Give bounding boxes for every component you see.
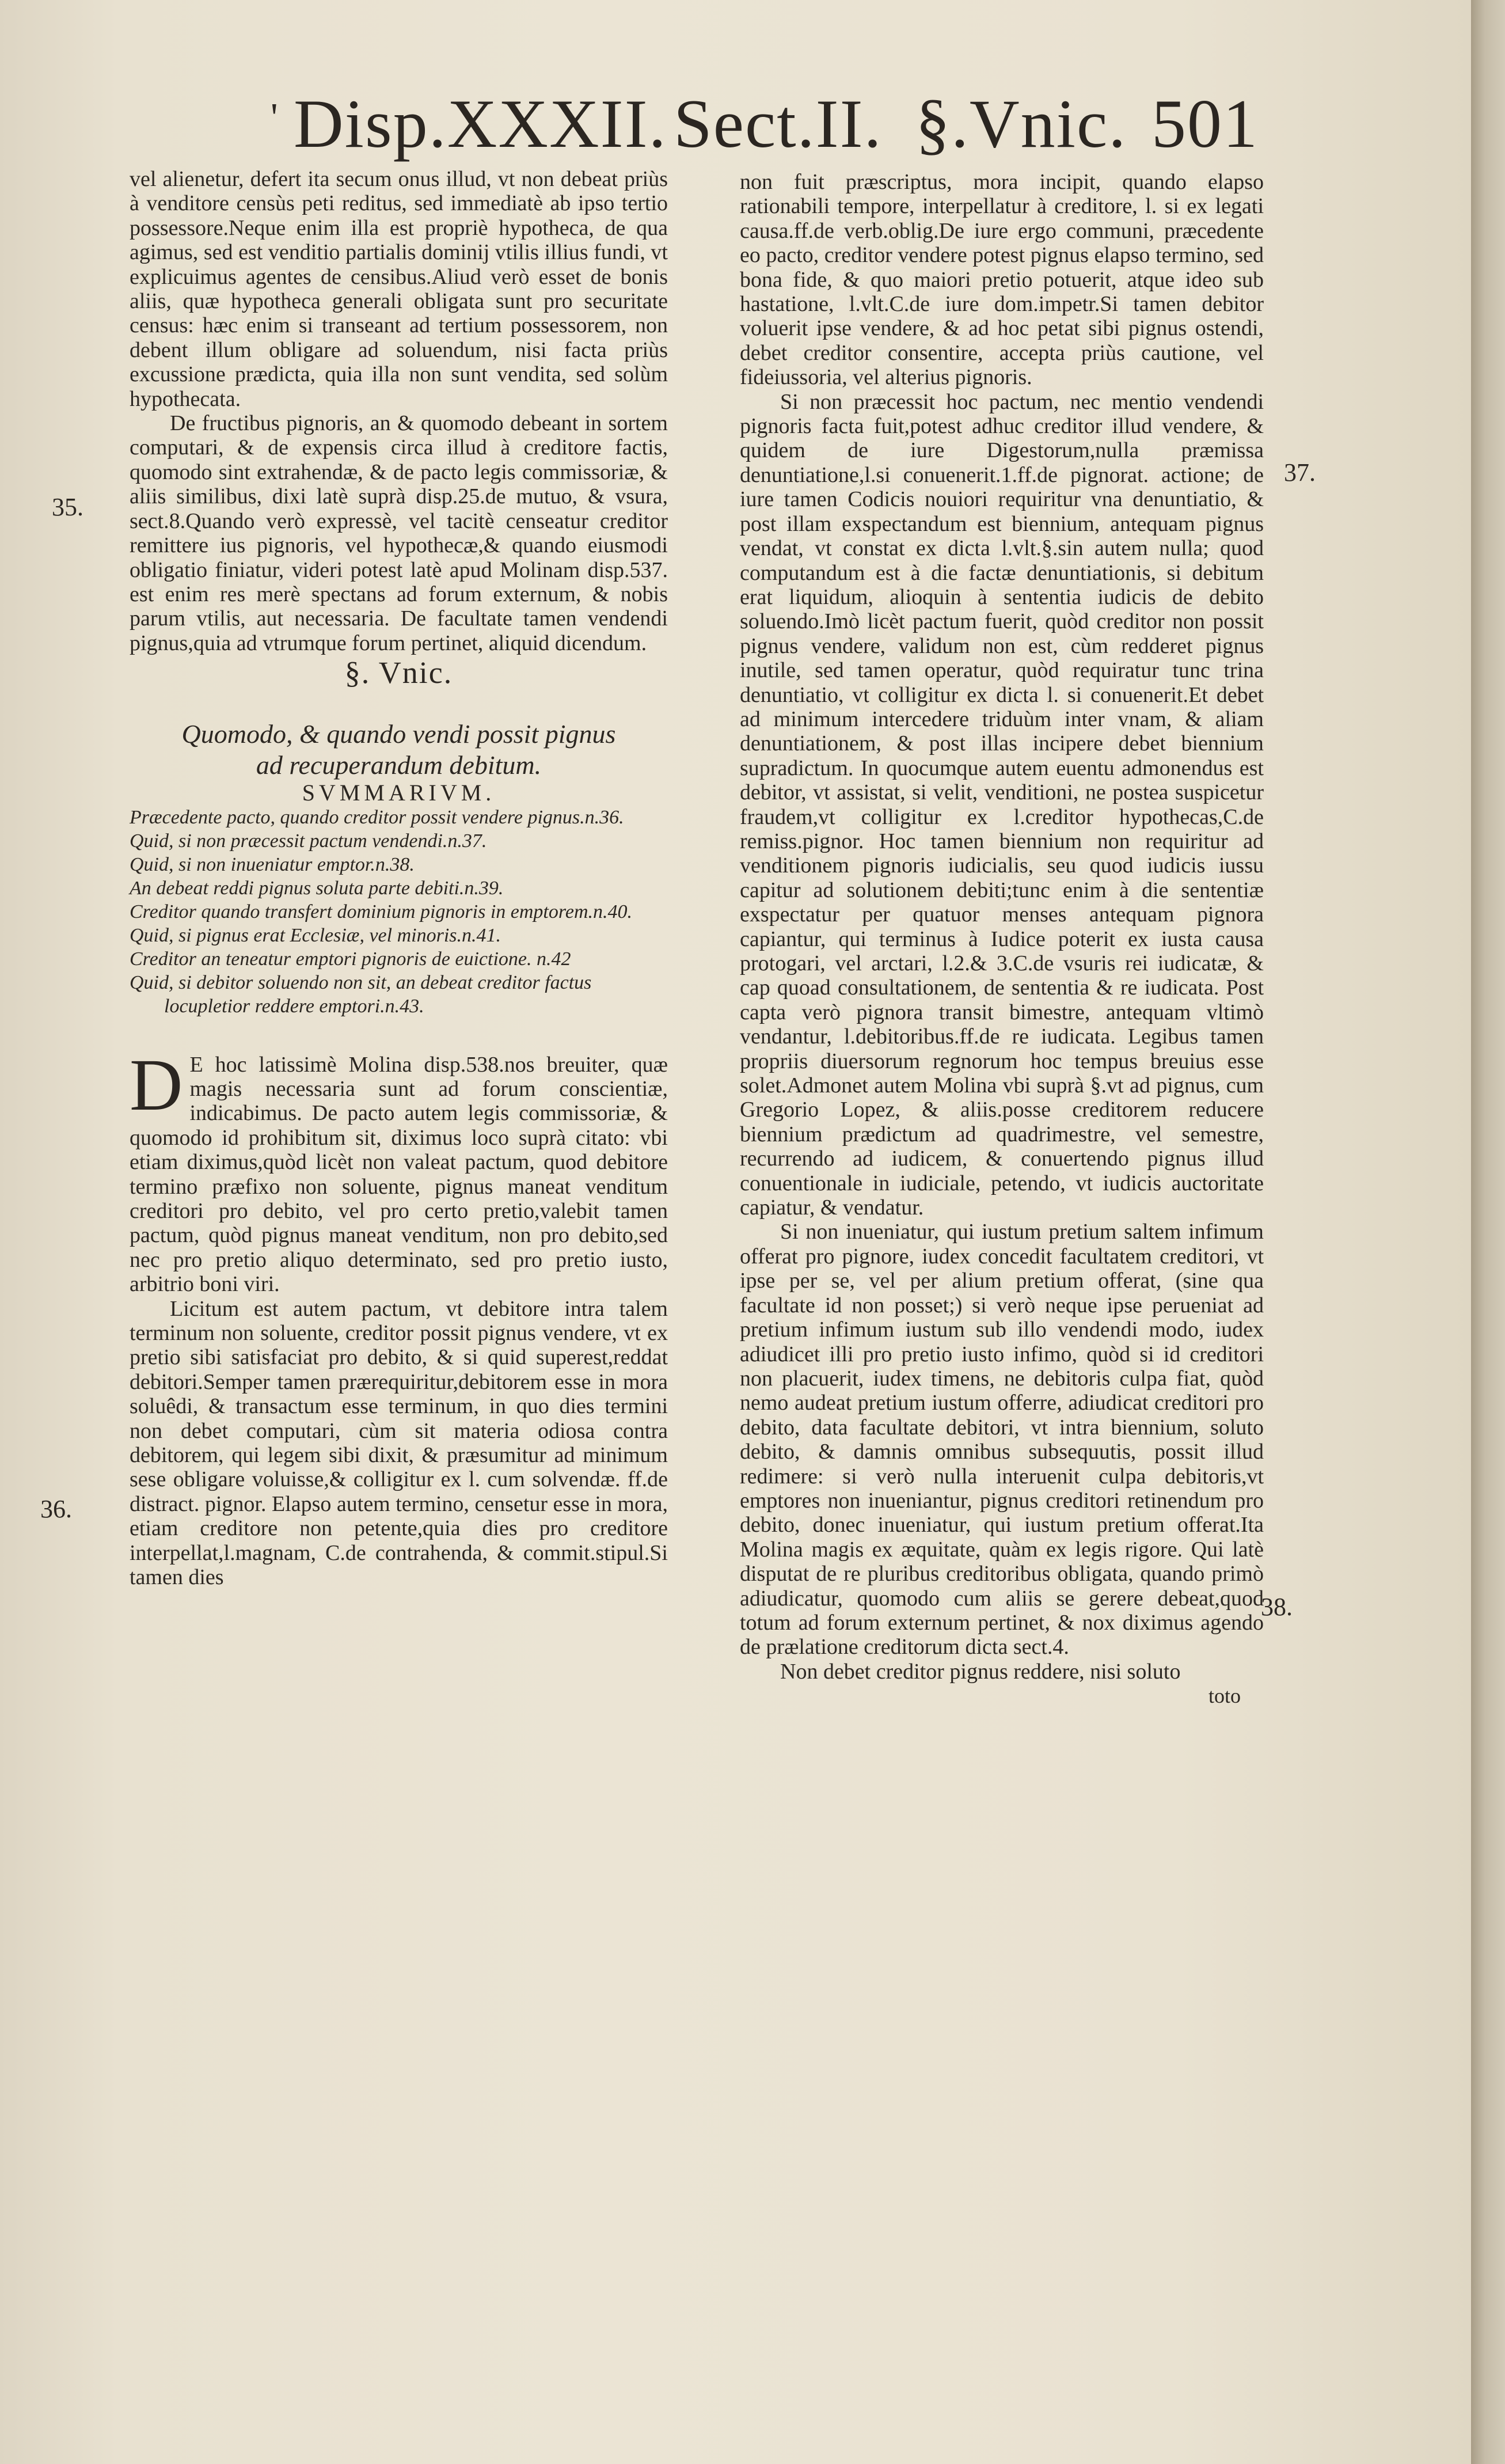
summarium-item: Creditor quando transfert dominium pignoris in emptorem.n.40. bbox=[130, 901, 632, 922]
summarium-item: Quid, si pignus erat Ecclesiæ, vel minoris.n.41. bbox=[130, 924, 501, 946]
summarium-title: SVMMARIVM. bbox=[302, 780, 496, 806]
left-paragraph-3-text: E hoc latissimè Molina disp.538.nos breuiter, quæ magis necessaria sunt ad forum conscientiæ, indicabimus. De pacto autem legis commissoriæ, & quomodo id prohibitum sit, diximus loco suprà citato: vbi etiam diximus,quòd licèt non valeat pactum, quod debitore termino præfixo non soluente, pignus maneat venditum creditori pro debito, vel pro certo pretio,valebit tamen pactum, quòd pignus maneat venditum, non pro debito,sed nec pro pretio aliquo determinato, sed pro pretio iusto, arbitrio boni viri. bbox=[130, 1052, 668, 1297]
subtitle-line-2: ad recuperandum debitum. bbox=[256, 750, 542, 780]
summarium-item: Quid, si non præcessit pactum vendendi.n.37. bbox=[130, 830, 487, 852]
right-paragraph-1: non fuit præscriptus, mora incipit, quando elapso rationabili tempore, interpellatur à creditore, l. si ex legati causa.ff.de verb.oblig.De iure ergo communi, præcedente eo pacto, creditor vendere potest pignus elapso termino, sed bona fide, & quo maiori pretio potuerit, atque ideo sub hastatione, l.vlt.C.de iure dom.impetr.Si tamen debitor voluerit ipse vendere, & ad hoc petat sibi pignus ostendi, debet creditor consentire, accepta priùs cautione, vel fideiussoria, vel alterius pignoris. bbox=[740, 170, 1264, 390]
summarium-item: Quid, si debitor soluendo non sit, an debeat creditor factus locupletior reddere emptori.n.43. bbox=[130, 971, 592, 1017]
summarium-item: Creditor an teneatur emptori pignoris de euictione. n.42 bbox=[130, 948, 571, 970]
subtitle-line-1: Quomodo, & quando vendi possit pignus bbox=[181, 719, 616, 749]
page-number: 501 bbox=[1151, 85, 1259, 162]
left-paragraph-1: vel alienetur, defert ita secum onus illud, vt non debeat priùs à venditore censùs peti reditus, sed immediatè ab ipso tertio possessore.Neque enim illa est propriè hypotheca, de qua agimus, sed est venditio partialis dominij vtilis illius fundi, vt explicuimus agentes de censibus.Aliud verò esset de bonis aliis, quæ hypotheca generali obligata sunt pro securitate census: hæc enim si transeant ad tertium possessorem, non debent illum obligare ad soluendum, nisi facta priùs excussione prædicta, quia illa non sunt vendita, sed solùm hypothecata. bbox=[130, 167, 668, 411]
margin-number-38: 38. bbox=[1261, 1593, 1293, 1621]
header-disputation: Disp.XXXII. bbox=[294, 85, 667, 162]
left-paragraph-4: Licitum est autem pactum, vt debitore intra talem terminum non soluente, creditor possit pignus vendere, vt ex pretio sibi satisfaciat pro debito, & si quid superest,reddat debitori.Semper tamen prærequiritur,debitorem esse in mora soluêdi, & transactum esse terminum, in quo dies termini non debet computari, cùm sit materia odiosa contra debitorem, qui legem sibi dixit, & præsumitur ad minimum sese obligare voluisse,& colligitur ex l. cum solvendæ. ff.de distract. pignor. Elapso autem termino, censetur esse in mora, etiam creditore non petente,quia dies pro creditore interpellat,l.magnam, C.de contrahenda, & commit.stipul.Si tamen dies bbox=[130, 1296, 668, 1590]
section-heading: §. Vnic. bbox=[344, 655, 453, 690]
summarium-item: An debeat reddi pignus soluta parte debiti.n.39. bbox=[130, 877, 504, 899]
margin-number-37: 37. bbox=[1284, 458, 1316, 487]
right-paragraph-4: Non debet creditor pignus reddere, nisi soluto bbox=[780, 1659, 1181, 1684]
left-paragraph-2: De fructibus pignoris, an & quomodo debeant in sortem computari, & de expensis circa illud à creditore factis, quomodo sint extrahendæ, & de pacto legis commissoriæ, & aliis similibus, dixi latè suprà disp.25.de mutuo, & vsura, sect.8.Quando verò expressè, vel tacitè censeatur creditor remittere ius pignoris, vel hypothecæ,& quando eiusmodi obligatio finiatur, videri potest latè apud Molinam disp.537. est enim res merè spectans ad forum externum, & nobis parum vtilis, aut necessaria. De facultate tamen vendendi pignus,quia ad vtrumque forum pertinet, aliquid dicendum. bbox=[130, 411, 668, 655]
drop-capital: D bbox=[130, 1043, 183, 1126]
header-paragraph: §.Vnic. bbox=[915, 85, 1127, 162]
margin-number-36: 36. bbox=[40, 1495, 72, 1523]
section-subtitle bbox=[130, 719, 668, 781]
running-header bbox=[271, 83, 1259, 164]
summarium-item: Præcedente pacto, quando creditor possit vendere pignus.n.36. bbox=[130, 806, 624, 828]
summarium-item: Quid, si non inueniatur emptor.n.38. bbox=[130, 853, 415, 875]
right-paragraph-2: Si non præcessit hoc pactum, nec mentio vendendi pignoris facta fuit,potest adhuc creditor illud vendere, & quidem de iure Digestorum,nulla præmissa denuntiatione,l.si conuenerit.1.ff.de pignorat. actione; de iure tamen Codicis nouiori requiritur vna denuntiatio, & post illam exspectandum est biennium, antequam pignus vendat, vt constat ex dicta l.vlt.§.sin autem nulla; quod computandum est à die factæ denuntiationis, si debitum erat liquidum, alioquin à sententia iudicis de debito soluendo.Imò licèt pactum fuerit, quòd creditor non possit pignus vendere, validum non est, cùm redderet pignus inutile, sed tamen operatur, quòd requiratur tunc trina denuntiatio, vt colligitur ex dicta l. si conuenerit.Et debet ad minimum intercedere triduùm inter vnam, & aliam denuntiationem, & post illas incipere debet biennium supradictum. In quocumque autem euentu admonendus est debitor, vt assistat, si velit, venditioni, ne postea suspicetur fraudem,vt colligitur ex l.creditor hypothecas,C.de remiss.pignor. Hoc tamen biennium non requiritur ad venditionem pignoris iudicialis, seu quod iudicis iussu capitur ad solutionem debiti;tunc enim à die sententiæ exspectatur per quatuor menses antequam pignora capiantur, qui terminus à Iudice poterit ex iusta causa protogari, vel arctari, l.2.& 3.C.de vsuris rei iudicatæ, & cap quoad consultationem, de sententia & re iudicata. Post capta verò pignora transit bimestre, antequam vltimò vendantur, l.debitoribus.ff.de re iudicata. Legibus tamen propriis diuersorum regnorum hoc tempus breuius esse solet.Admonet autem Molina vbi suprà §.vt ad pignus, cum Gregorio Lopez, & aliis.posse creditorem reducere biennium prædictum ad quadrimestre, vel semestre, recurrendo ad iudicem, & conuertendo pignus illud conuentionale in iudiciale, petendo, vt iudicis auctoritate capiatur, & vendatur. bbox=[740, 389, 1264, 1220]
left-column bbox=[130, 167, 668, 1589]
header-section: Sect.II. bbox=[674, 85, 883, 162]
left-paragraph-3 bbox=[130, 1043, 668, 1297]
catchword: toto bbox=[1208, 1684, 1241, 1708]
right-paragraph-3: Si non inueniatur, qui iustum pretium saltem infimum offerat pro pignore, iudex concedit facultatem creditori, vt ipse per se, vel per alium pretium offerat, (sine qua facultate id non posset;) si verò neque ipse perueniat ad pretium infimum iustum sub illo vendendi modo, iudex adiudicet illi pro pretio iusto infimo, quòd si id creditori non placuerit, iudex timens, ne debitoris culpa fiat, quòd nemo audeat pretium iustum offerre, adiudicat creditori pro debito, data facultate debitori, vt intra biennium, soluto debito, & damnis omnibus subsequutis, possit illud redimere: si verò nulla interuenit culpa debitoris,vt emptores non inueniantur, pignus creditori retinendum pro debito, donec inueniatur, qui iustum pretium offerat.Ita Molina magis ex æquitate, quàm ex legis rigore. Qui latè disputat de re pluribus creditoribus obligata, quando primò adiudicatur, quomodo cum aliis se gerere debeat,quod totum ad forum externum pertinet, & nox diximus agendo de prælatione creditorum dicta sect.4. bbox=[740, 1220, 1264, 1660]
margin-number-35: 35. bbox=[52, 493, 83, 521]
header-mark: ' bbox=[271, 96, 279, 140]
page-edge bbox=[1471, 0, 1505, 2464]
right-column bbox=[740, 170, 1264, 1709]
summarium-list bbox=[130, 806, 668, 1018]
